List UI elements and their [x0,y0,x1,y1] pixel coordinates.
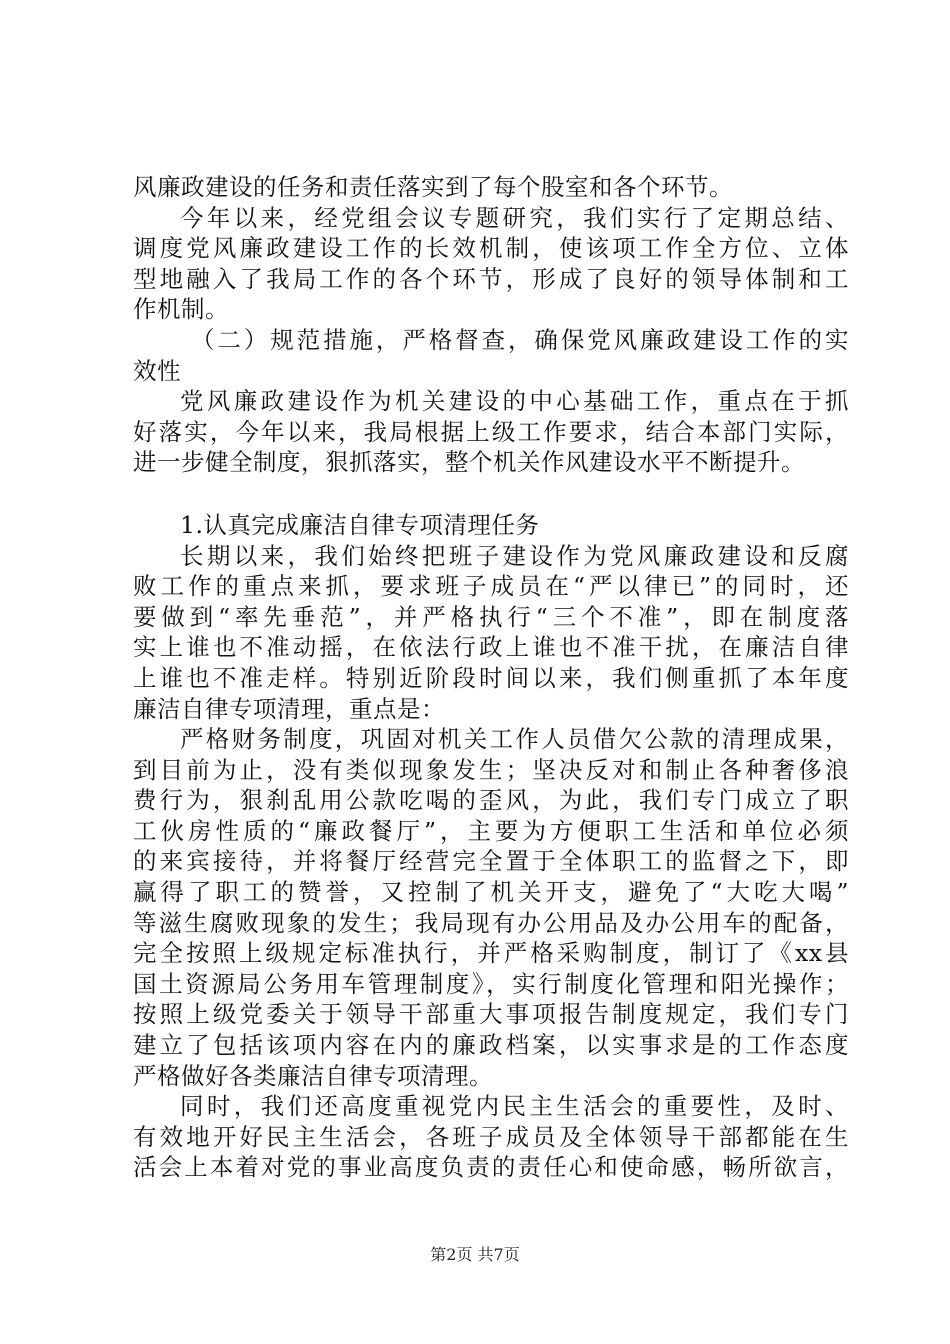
document-body [133,172,849,1183]
paragraph-line: 今年以来，经党组会议专题研究，我们实行了定期总结、 [180,203,849,232]
paragraph-line: 进一步健全制度，狠抓落实，整个机关作风建设水平不断提升。 [133,448,805,477]
paragraph-gap [133,478,849,510]
paragraph-line: 调度党风廉政建设工作的长效机制，使该项工作全方位、立体 [133,234,849,263]
paragraph-line: 的来宾接待，并将餐厅经营完全置于全体职工的监督之下，即 [133,847,849,876]
paragraph-line: 严格财务制度，巩固对机关工作人员借欠公款的清理成果， [180,725,849,754]
paragraph-line: 实上谁也不准动摇，在依法行政上谁也不准干扰，在廉洁自律 [133,633,849,662]
paragraph-line: 建立了包括该项内容在内的廉政档案，以实事求是的工作态度 [133,1031,849,1060]
paragraph-line: 费行为，狠刹乱用公款吃喝的歪风，为此，我们专门成立了职 [133,786,849,815]
paragraph-line: 风廉政建设的任务和责任落实到了每个股室和各个环节。 [133,173,733,201]
paragraph-line: 工伙房性质的“廉政餐厅”，主要为方便职工生活和单位必须 [133,816,849,845]
paragraph-line: 败工作的重点来抓，要求班子成员在“严以律已”的同时，还 [133,572,849,601]
paragraph-line: 同时，我们还高度重视党内民主生活会的重要性，及时、 [180,1092,849,1121]
paragraph-line: 严格做好各类廉洁自律专项清理。 [133,1061,493,1090]
paragraph-line: 型地融入了我局工作的各个环节，形成了良好的领导体制和工 [133,264,849,293]
page-number-footer: 第2页 共7页 [430,1245,520,1264]
paragraph-line: 活会上本着对党的事业高度负责的责任心和使命感，畅所欲言， [133,1153,849,1182]
paragraph-line: 到目前为止，没有类似现象发生；坚决反对和制止各种奢侈浪 [133,755,849,784]
paragraph-line: 好落实，今年以来，我局根据上级工作要求，结合本部门实际， [133,417,849,446]
paragraph-line: 赢得了职工的赞誉，又控制了机关开支，避免了“大吃大喝” [133,878,849,907]
paragraph-line: 国土资源局公务用车管理制度》，实行制度化管理和阳光操作； [133,969,849,998]
subsection-heading: 1.认真完成廉洁自律专项清理任务 [180,510,540,539]
section-heading: （二）规范措施，严格督查，确保党风廉政建设工作的实 [191,325,849,354]
paragraph-line: 上谁也不准走样。特别近阶段时间以来，我们侧重抓了本年度 [133,663,849,692]
paragraph-line: 要做到“率先垂范”，并严格执行“三个不准”，即在制度落 [133,602,849,631]
paragraph-line: 等滋生腐败现象的发生；我局现有办公用品及办公用车的配备， [133,908,849,937]
paragraph-line: 长期以来，我们始终把班子建设作为党风廉政建设和反腐 [180,541,849,570]
section-heading: 效性 [133,356,181,385]
paragraph-line: 有效地开好民主生活会，各班子成员及全体领导干部都能在生 [133,1122,849,1151]
paragraph-line: 按照上级党委关于领导干部重大事项报告制度规定，我们专门 [133,1000,849,1029]
paragraph-line: 党风廉政建设作为机关建设的中心基础工作，重点在于抓 [180,387,849,416]
paragraph-line: 作机制。 [133,295,229,324]
paragraph-line: 廉洁自律专项清理，重点是： [133,694,445,723]
paragraph-line: 完全按照上级规定标准执行，并严格采购制度，制订了《xx县 [133,939,849,968]
